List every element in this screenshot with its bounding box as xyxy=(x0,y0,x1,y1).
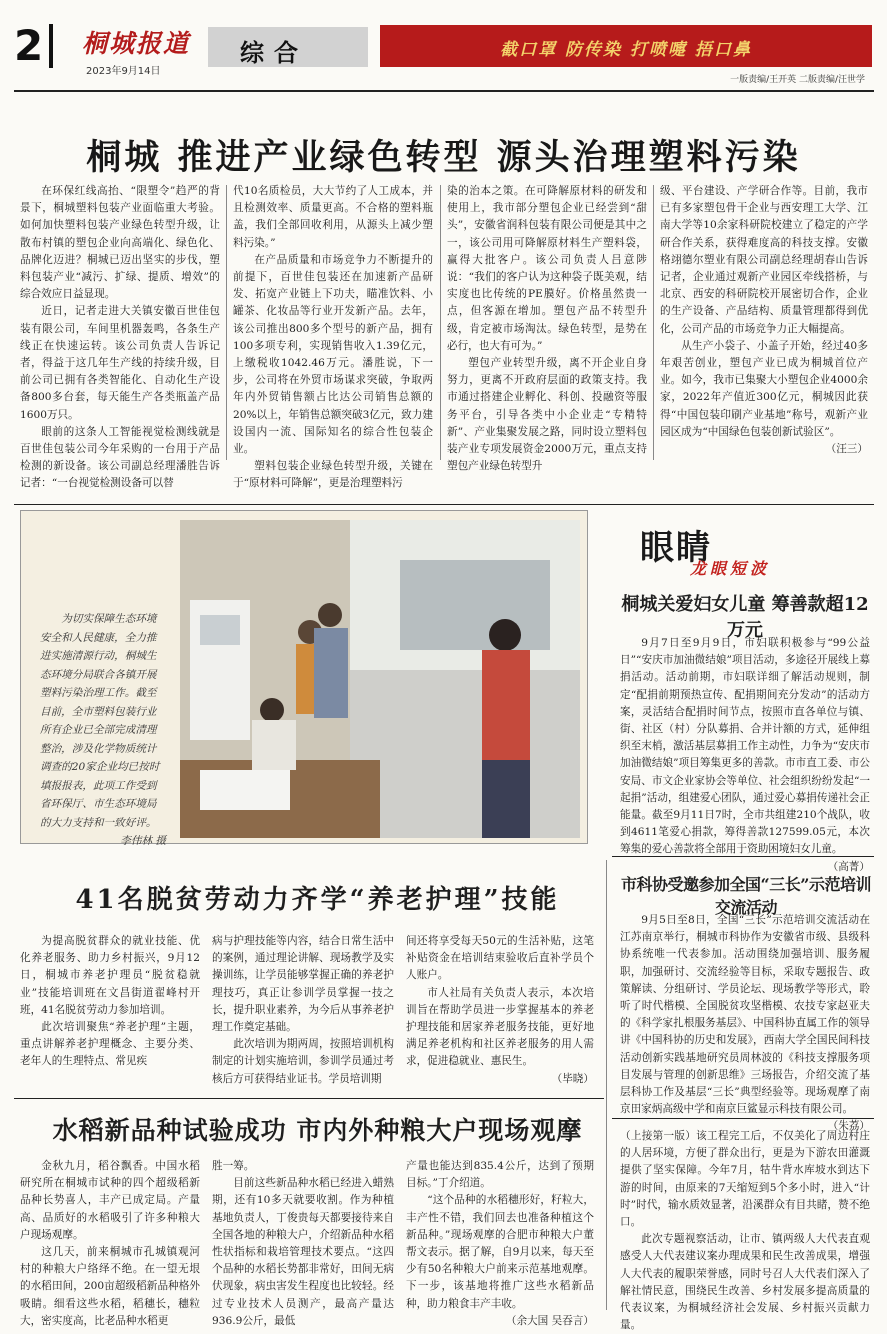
rice-col-2 xyxy=(212,1158,394,1327)
photo-credit: 李伟林 摄 xyxy=(120,835,166,847)
masthead-rule xyxy=(14,90,874,92)
slogan-text: 截口罩 防传染 打喷嚏 捂口鼻 xyxy=(500,40,752,60)
paragraph: 市人社局有关负责人表示，本次培训旨在帮助学员进一步掌握基本的养老护理技能和居家养老服务技能，更好地满足养老机构和社区养老服务的用人需求，促进稳就业、惠民生。 xyxy=(406,986,594,1068)
signature: （余大国 吴吞言） xyxy=(505,1314,594,1327)
section-rule xyxy=(14,1098,604,1099)
brief-body xyxy=(620,635,870,873)
brief-banner xyxy=(620,520,870,578)
editors-line: 一版责编/王开英 二版责编/汪世学 xyxy=(730,75,865,85)
divider xyxy=(606,860,607,1310)
signature: （高菁） xyxy=(827,860,870,873)
paragraph: 在产品质量和市场竞争力不断提升的前提下，百世佳包装还在加速新产品研发、拓宽产业链上下功夫，瞄准饮料、小罐茶、化妆品等行业开发新产品。去年，该公司推出800多个型号的新产品，拥有100多项专利，实现销售收入1.39亿元，上缴税收1042.46万元。潘胜说，下一步，公司将在外贸市场谋求突破，争取两年内外贸销售额占比达公司销售总额的20%以上，年销售总额突破3亿元，致力建设国内一流、国际知名的综合性包装企业。 xyxy=(233,253,433,456)
paragraph: 金秋九月，稻谷飘香。中国水稻研究所在桐城市试种的四个超级稻新品种长势喜人，丰产已成定局。产量高、品质好的水稻吸引了许多种粮大户现场观摩。 xyxy=(20,1160,200,1241)
paragraph: 此次专题视察活动，让市、镇两级人大代表直观感受人大代表建议案办理成果和民生改善成果，增强人大代表的履职荣誉感，同时号召人大代表们深入了解社情民意，围绕民生改善、乡村发展多提高质量的代表议案，为桐城经济社会发展、乡村振兴贡献力量。 xyxy=(620,1233,870,1332)
photo-illustration xyxy=(180,520,580,838)
paragraph: 塑包产业转型升级，离不开企业自身努力，更离不开政府层面的政策支持。我市通过搭建企业孵化、科创、投融资等服务平台，引导各类中小企业走“专精特新”、产业集聚发展之路，同时设立塑料包装产业专项发展资金2000万元，重点支持塑包产业绿色转型升 xyxy=(447,357,647,473)
paragraph: 胜一筹。 xyxy=(212,1160,255,1172)
paragraph: （上接第一版）该工程完工后，不仅美化了周边村庄的人居环境，方便了群众出行，更是为下游农田灌溉提供了坚实保障。今年7月，牯牛背水库坡水到达下游的时间，由原来的7天缩短到5个多小时，进入“计时”时代，输水质效显著，沿溪群众有目共睹，赞不绝口。 xyxy=(620,1130,870,1229)
paragraph: 9月5日至8日，全国“三长”示范培训交流活动在江苏南京举行，桐城市科协作为安徽省市级、县级科协系统唯一代表参加。活动围绕加强培训、服务履职，加强研讨、交流经验等目标，采取专题报告、政策解读、分组研讨、学员论坛、现场教学等形式，聆听了时代楷模、全国脱贫攻坚楷模、农技专家赵亚夫的《科学家扎根服务基层》、中国科协直属工作的领导讲《中国科协的历史和发展》，西南大学全国民间科技活动创新实践基地研究员周林波的《科技支撑服务项目发展与管理的创新思维》三场报告，介绍交流了基层科协工作及基层“三长”典型经验等。现场观摩了南京田家炳高级中学和南京巨鲨显示科技有限公司。 xyxy=(620,914,870,1116)
paragraph: 在环保红线高抬、“限塑令”趋严的背景下，桐城塑料包装产业面临重大考验。如何加快塑料包装产业绿色转型升级，让散布村镇的塑包企业向高端化、绿色化、品牌化迈进？桐城已迈出坚实的步伐，塑料包装产业“减污、扩绿、提质、增效”的综合效应日益显现。 xyxy=(20,185,220,301)
paragraph: 代10名质检员，大大节约了人工成本，并且检测效率、质量更高。不合格的塑料瓶盖，我们全部回收利用，从源头上减少塑料污染。” xyxy=(233,185,433,249)
rice-col-3 xyxy=(406,1158,594,1327)
signature: （朱荔） xyxy=(827,1120,870,1133)
paragraph: 这几天，前来桐城市孔城镇观河村的种粮大户络绎不绝。在一望无垠的水稻田间，200亩超级稻新品种格外吸睛。细看这些水稻，稻穗长，穗粒大，密实度高，比老品种水稻更 xyxy=(20,1246,200,1327)
paragraph: “这个品种的水稻穗形好，籽粒大，丰产性不错，我们回去也准备种植这个新品种。”现场观摩的合肥市种粮大户董帮文表示。据了解，自9月以来，每天至少有50名种粮大户前来示范基地观摩。下一步，该基地将推广这些水稻新品种，助力粮食丰产丰收。 xyxy=(406,1194,594,1310)
paper-name: 桐城报道 xyxy=(82,29,191,58)
brief-banner-title: 眼睛 xyxy=(640,528,712,568)
rice-headline: 水稻新品种试验成功 市内外种粮大户现场观摩 xyxy=(52,1116,583,1145)
paragraph: 此次培训为期两周，按照培训机构制定的计划实施培训，参训学员通过考核后方可获得结业证书。学员培训期 xyxy=(212,1038,394,1085)
signature: （毕晓） xyxy=(551,1072,594,1085)
divider xyxy=(653,185,654,460)
section-rule xyxy=(612,1118,874,1119)
paragraph: 染的治本之策。在可降解原材料的研发和使用上，我市部分塑包企业已经尝到“甜头”，安徽省润科包装有限公司便是其中之一，该公司用可降解原材料生产塑料袋，赢得大批客户。该公司负责人吕意陟说：“我们的客户认为这种袋子既美观，结实度也比传统的PE膜好。价格虽然贵一点，但客源在增加。塑包产品不转型升级，肯定被市场淘汰。绿色转型，是势在必行，也大有可为。” xyxy=(447,185,647,352)
divider xyxy=(440,185,441,460)
kj-body xyxy=(620,912,870,1133)
publication-date: 2023年9月14日 xyxy=(86,66,161,77)
training-col-3 xyxy=(406,933,594,1093)
main-article-col-1 xyxy=(20,183,220,503)
photo-caption xyxy=(40,610,166,851)
training-col-2 xyxy=(212,933,394,1093)
paragraph: 级、平台建设、产学研合作等。目前，我市已有多家塑包骨干企业与西安理工大学、江南大学等10余家科研院校建立了稳定的产学研合作关系，获得难度高的科技支撑。安徽格翊德尔塑业有限公司副总经理胡春山告诉记者，企业通过观新产业园区牵线搭桥，与北京、西安的科研院校开展密切合作，企业的生产设备、产品结构、质量管理都得到优化，公司产品的市场竞争力正大幅提高。 xyxy=(660,185,868,335)
section-rule xyxy=(612,856,874,857)
main-article-col-2 xyxy=(233,183,433,503)
training-col-1 xyxy=(20,933,200,1093)
paragraph: 此次培训聚焦“养老护理”主题，重点讲解养老护理概念、主要分类、老年人的生理特点、常见疾 xyxy=(20,1021,200,1068)
news-photo xyxy=(180,520,580,838)
paragraph: 从生产小袋子、小盖子开始，经过40多年艰苦创业，塑包产业已成为桐城首位产业。如今，我市已集聚大小塑包企业4000余家，2022年产值近300亿元，桐城因此获得“中国包装印刷产业基地”称号，观新产业园区成为“中国绿色包装创新试验区”。 xyxy=(660,339,868,438)
divider xyxy=(226,185,227,460)
paragraph: 为提高脱贫群众的就业技能、优化养老服务、助力乡村振兴，9月12日，桐城市养老护理员“脱贫稳就业”技能培训班在文昌街道翟峰村开班，41名脱贫劳动力参加培训。 xyxy=(20,935,200,1016)
rice-col-1 xyxy=(20,1158,200,1327)
paragraph: 间还将享受每天50元的生活补贴，这笔补贴资金在培训结束验收后直补学员个人账户。 xyxy=(406,935,594,982)
paragraph: 眼前的这条人工智能视觉检测线就是百世佳包装公司今年采购的一台用于产品检测的新设备。该公司副总经理潘胜告诉记者：“一台视觉检测设备可以替 xyxy=(20,425,220,490)
brief-banner-subtitle: 龙眼短波 xyxy=(690,559,771,578)
main-article-col-4 xyxy=(660,183,868,503)
paragraph: 塑料包装企业绿色转型升级，关键在于“原材料可降解”，更是治理塑料污 xyxy=(233,460,433,490)
main-headline: 桐城 推进产业绿色转型 源头治理塑料污染 xyxy=(86,137,801,178)
continued-body xyxy=(620,1128,870,1332)
main-article-col-3 xyxy=(447,183,647,503)
paragraph: 近日，记者走进大关镇安徽百世佳包装有限公司，车间里机器轰鸣，各条生产线正在快速运转。该公司负责人告诉记者，得益于这几年生产线的持续升级，目前公司已拥有各类智能化、自动化生产设备800多台套，每天能生产各类瓶盖产品1600万只。 xyxy=(20,305,220,421)
page-number: 2 xyxy=(14,24,53,68)
paragraph: 9月7日至9月9日，市妇联积极参与“99公益日”“安庆市加油微结娘”项目活动，多途径开展线上募捐活动。活动前期，市妇联详细了解活动规则，制定“配捐前期预热宣传、配捐期间充分发动”的活动方案，灵活结合配捐时间节点，按照市直各单位与镇、街、社区（村）分队募捐、合并计额的方式，延伸组织至末梢，激活基层募捐工作主动性，力争为“安庆市加油微结娘”项目筹集更多的善款。市市直工委、市公安局、市文企业家协会等单位、社会组织纷纷发起“一起捐”活动，组建爱心团队，通过爱心募捐传递社会正能量。截至9月11日7时，全市共组建210个战队，收到4611笔爱心捐款，筹得善款127599.05元，本次筹集的爱心善款将全部用于资助困境妇女儿童。 xyxy=(620,637,870,856)
paragraph: 产量也能达到835.4公斤，达到了预期目标。”丁介绍道。 xyxy=(406,1160,594,1190)
kj-headline: 市科协受邀参加全国“三长”示范培训交流活动 xyxy=(621,875,871,917)
section-rule xyxy=(14,504,874,505)
training-headline: 41名脱贫劳动力齐学“养老护理”技能 xyxy=(75,885,560,915)
signature: （汪三） xyxy=(825,443,868,456)
paragraph: 目前这些新品种水稻已经进入蜡熟期，还有10多天就要收割。作为种植基地负责人，丁俊贵每天都要接待来自全国各地的种粮大户，介绍新品种水稻性状指标和栽培管理技术要点。“这四个品种的水稻长势都非常好，田间无病伏现象，病虫害发生程度也比较轻。经过专业技术人员测产，最高产量达936.9公斤，最低 xyxy=(212,1177,394,1327)
caption-text: 为切实保障生态环境安全和人民健康，全力推进实施清源行动，桐城生态环境分局联合各镇开展塑料污染治理工作。截至目前，全市塑料包装行业所有企业已全部完成清理整治，涉及化学物质统计调查的20家企业均已按时填报报表，此项工作受到省环保厅、市生态环境局的大力支持和一致好评。 xyxy=(40,613,160,829)
brief-headline: 桐城关爱妇女儿童 筹善款超12万元 xyxy=(621,594,869,641)
section-name: 综合 xyxy=(240,39,308,67)
paragraph: 病与护理技能等内容，结合日常生活中的案例，通过理论讲解、现场教学及实操训练，让学员能够掌握正确的养老护理技巧，真正让参训学员掌握一技之长，提升职业素养，为今后从事养老护理工作奠定基础。 xyxy=(212,935,394,1034)
